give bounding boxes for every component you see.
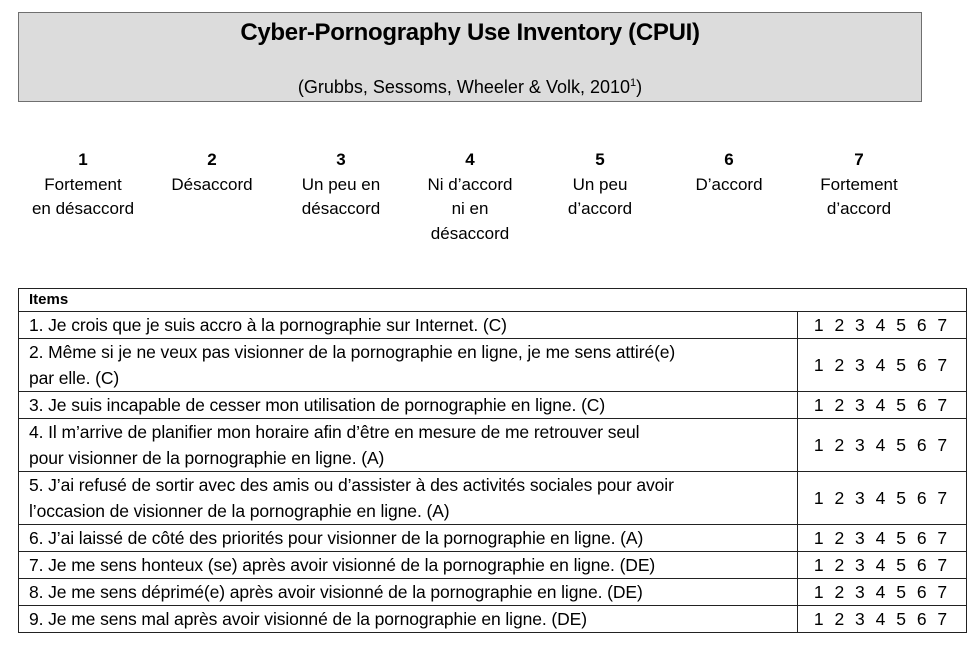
item-line: 6. J’ai laissé de côté des priorités pour visionner de la pornographie en ligne. (A) <box>29 528 644 548</box>
item-options: 1 2 3 4 5 6 7 <box>798 419 967 472</box>
item-line: l’occasion de visionner de la pornographie en ligne. (A) <box>29 501 450 521</box>
table-row <box>19 606 967 633</box>
scale-item-6 <box>659 148 799 197</box>
scale-label-line: ni en <box>451 199 489 218</box>
item-line: 5. J’ai refusé de sortir avec des amis ou d’assister à des activités sociales pour avoir <box>29 475 674 495</box>
scale-number: 6 <box>724 150 734 169</box>
item-options: 1 2 3 4 5 6 7 <box>798 312 967 339</box>
scale-number: 4 <box>465 150 475 169</box>
scale-number: 5 <box>595 150 605 169</box>
citation-text: (Grubbs, Sessoms, Wheeler & Volk, 2010 <box>297 77 631 97</box>
scale-item-5 <box>530 148 670 222</box>
item-line: pour visionner de la pornographie en ligne. (A) <box>29 448 385 468</box>
scale-number: 2 <box>207 150 217 169</box>
scale-item-7 <box>789 148 929 222</box>
table-row <box>19 579 967 606</box>
scale-number: 3 <box>336 150 346 169</box>
scale-label-line: Fortement <box>820 174 898 194</box>
table-row <box>19 472 967 525</box>
citation-close: ) <box>636 77 643 97</box>
item-text <box>19 419 798 472</box>
table-row <box>19 419 967 472</box>
item-line: 3. Je suis incapable de cesser mon utilisation de pornographie en ligne. (C) <box>29 395 606 415</box>
scale-label-line: Fortement <box>44 174 122 194</box>
item-options: 1 2 3 4 5 6 7 <box>798 472 967 525</box>
item-options: 1 2 3 4 5 6 7 <box>798 339 967 392</box>
item-line: 4. Il m’arrive de planifier mon horaire afin d’être en mesure de me retrouver seul <box>29 422 640 442</box>
item-text <box>19 606 798 633</box>
items-header: Items <box>19 289 967 312</box>
scale-item-4 <box>400 148 540 246</box>
item-text <box>19 525 798 552</box>
table-header-row <box>19 289 967 312</box>
item-options: 1 2 3 4 5 6 7 <box>798 606 967 633</box>
item-text <box>19 579 798 606</box>
scale-label-line: désaccord <box>301 199 381 218</box>
table-row <box>19 392 967 419</box>
citation-footnote: 1 <box>630 77 637 89</box>
scale-label-line: désaccord <box>430 223 510 243</box>
item-text <box>19 552 798 579</box>
item-text <box>19 392 798 419</box>
item-line: 9. Je me sens mal après avoir visionné de la pornographie en ligne. (DE) <box>29 609 587 629</box>
item-options: 1 2 3 4 5 6 7 <box>798 392 967 419</box>
scale-item-2 <box>142 148 282 197</box>
page-title: Cyber-Pornography Use Inventory (CPUI) <box>240 19 700 46</box>
item-line: 2. Même si je ne veux pas visionner de la pornographie en ligne, je me sens attiré(e) <box>29 342 676 362</box>
item-text <box>19 339 798 392</box>
title-box <box>18 12 922 102</box>
scale-item-3 <box>271 148 411 222</box>
item-line: 1. Je crois que je suis accro à la pornographie sur Internet. (C) <box>29 315 507 335</box>
item-line: par elle. (C) <box>29 368 120 388</box>
table-row <box>19 525 967 552</box>
scale-label-line: d’accord <box>826 199 892 218</box>
scale-label-line: Ni d’accord <box>427 174 513 194</box>
item-options: 1 2 3 4 5 6 7 <box>798 579 967 606</box>
scale-label-line: Un peu en <box>301 174 381 194</box>
scale-label-line: en désaccord <box>31 199 135 218</box>
item-text <box>19 472 798 525</box>
table-row <box>19 312 967 339</box>
scale-number: 7 <box>854 150 864 169</box>
item-line: 7. Je me sens honteux (se) après avoir visionné de la pornographie en ligne. (DE) <box>29 555 656 575</box>
scale-number: 1 <box>78 150 88 169</box>
scale-label-line: d’accord <box>567 199 633 218</box>
scale-item-1 <box>13 148 153 222</box>
citation <box>19 77 921 98</box>
item-line: 8. Je me sens déprimé(e) après avoir visionné de la pornographie en ligne. (DE) <box>29 582 643 602</box>
item-options: 1 2 3 4 5 6 7 <box>798 552 967 579</box>
table-row <box>19 339 967 392</box>
item-options: 1 2 3 4 5 6 7 <box>798 525 967 552</box>
scale-label-line: D’accord <box>695 174 763 194</box>
item-text <box>19 312 798 339</box>
items-table <box>18 288 967 633</box>
response-scale <box>18 148 922 258</box>
scale-label-line: Un peu <box>572 174 628 194</box>
table-row <box>19 552 967 579</box>
scale-label-line: Désaccord <box>171 174 253 194</box>
